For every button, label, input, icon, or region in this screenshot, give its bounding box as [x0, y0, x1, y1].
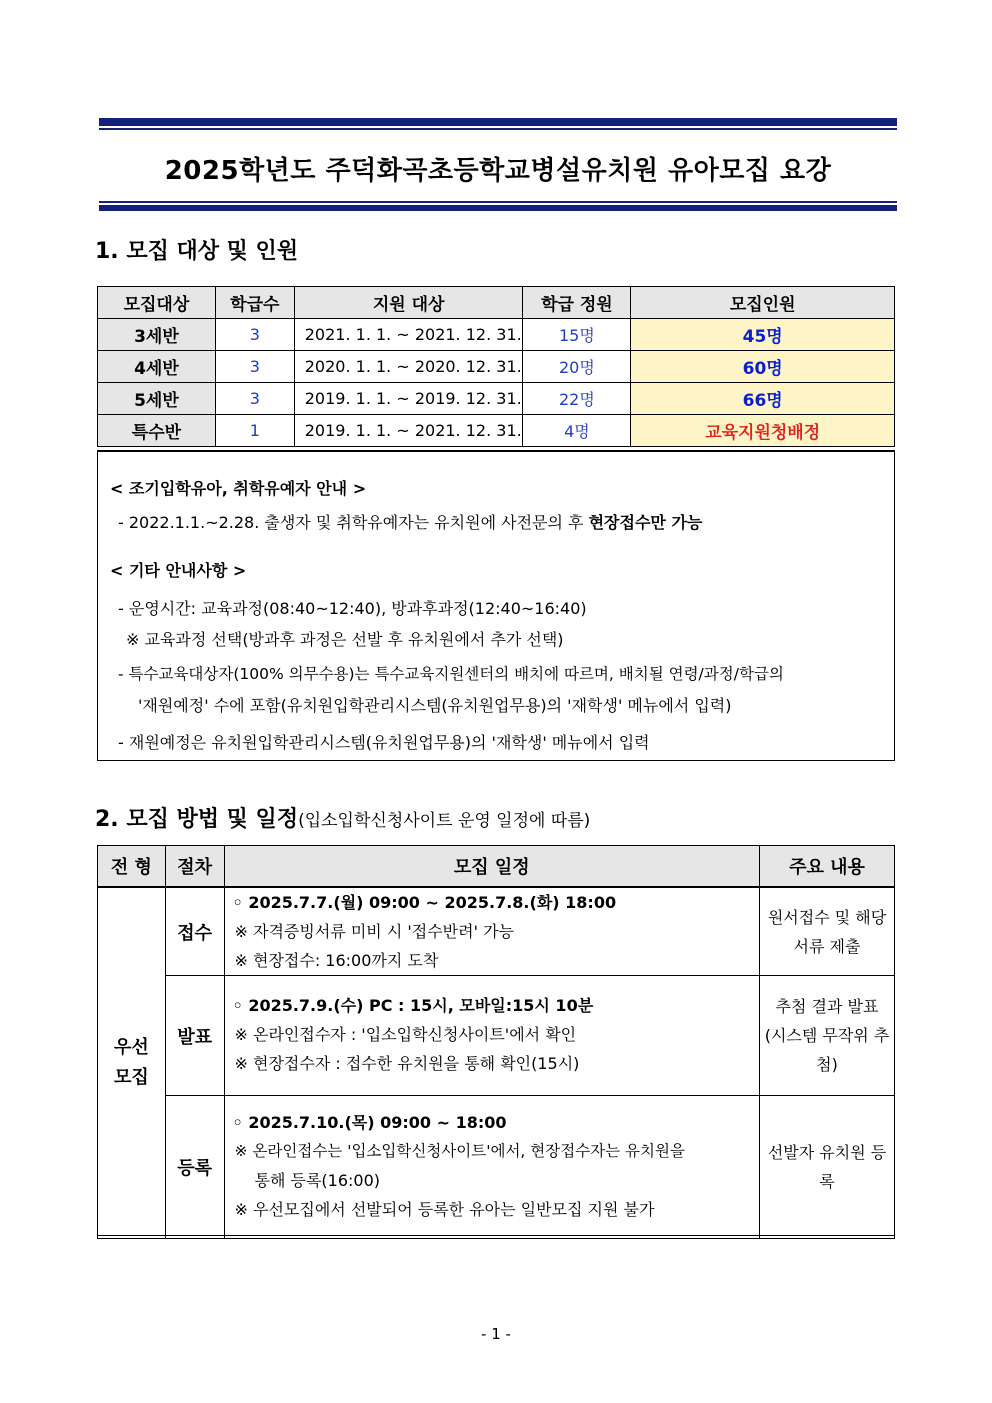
schedule-date: ◦ 2025.7.10.(목) 09:00 ~ 18:00 — [232, 1113, 507, 1132]
row-classes: 3 — [215, 319, 294, 351]
page-title: 2025학년도 주덕화곡초등학교병설유치원 유아모집 요강 — [164, 156, 832, 186]
title-rule-bottom-thin — [99, 201, 897, 203]
table-bottom-rule — [97, 1235, 895, 1236]
row-classes: 1 — [215, 415, 294, 447]
step-schedule — [224, 887, 760, 976]
title-rule-top — [99, 118, 897, 126]
recruitment-table — [97, 286, 895, 447]
step-main-text: 추첨 결과 발표 (시스템 무작위 추첨) — [764, 997, 890, 1074]
recruit-type — [98, 887, 166, 1239]
row-age: 4세반 — [98, 351, 216, 383]
early-admission-text: - 2022.1.1.~2.28. 출생자 및 취학유예자는 유치원에 사전문의 후 — [118, 513, 589, 532]
other-notice-heading: < 기타 안내사항 > — [110, 561, 247, 580]
row-range: 2020. 1. 1. ~ 2020. 12. 31. — [294, 351, 523, 383]
header-schedule: 모집 일정 — [224, 846, 760, 888]
row-classes: 3 — [215, 383, 294, 415]
section1-heading: 1. 모집 대상 및 인원 — [95, 239, 299, 264]
header-capacity: 학급 정원 — [523, 287, 631, 319]
schedule-note: ※ 우선모집에서 선발되어 등록한 유아는 일반모집 지원 불가 — [234, 1200, 655, 1219]
early-admission-emphasis: 현장접수만 가능 — [588, 513, 703, 532]
recruit-type-label: 우선 모집 — [114, 1037, 149, 1088]
step-main-text: 원서접수 및 해당 서류 제출 — [767, 907, 887, 956]
header-type: 전 형 — [98, 846, 166, 888]
row-range: 2021. 1. 1. ~ 2021. 12. 31. — [294, 319, 523, 351]
row-range: 2019. 1. 1. ~ 2021. 12. 31. — [294, 415, 523, 447]
section2-heading-sub: (입소입학신청사이트 운영 일정에 따름) — [298, 811, 591, 831]
title-rule-bottom — [99, 205, 897, 211]
row-total: 45명 — [631, 319, 895, 351]
header-step: 절차 — [165, 846, 224, 888]
row-capacity: 15명 — [523, 319, 631, 351]
row-age: 특수반 — [98, 415, 216, 447]
step-main — [760, 1096, 895, 1239]
table-header-row — [98, 287, 895, 319]
notice-line: ※ 교육과정 선택(방과후 과정은 선발 후 유치원에서 추가 선택) — [126, 630, 564, 649]
table-row — [98, 976, 895, 1096]
schedule-note: ※ 온라인접수자 : '입소입학신청사이트'에서 확인 — [234, 1025, 577, 1044]
section2-heading — [95, 802, 590, 833]
row-classes: 3 — [215, 351, 294, 383]
table-row — [98, 415, 895, 447]
step-schedule — [224, 976, 760, 1096]
schedule-note: ※ 현장접수: 16:00까지 도착 — [234, 951, 439, 970]
header-target: 모집대상 — [98, 287, 216, 319]
schedule-date: ◦ 2025.7.7.(월) 09:00 ~ 2025.7.8.(화) 18:00 — [232, 893, 617, 912]
table-row — [98, 887, 895, 976]
schedule-note: ※ 온라인접수는 '입소입학신청사이트'에서, 현장접수자는 유치원을 — [234, 1142, 685, 1160]
row-total: 60명 — [631, 351, 895, 383]
table-row — [98, 319, 895, 351]
row-capacity: 4명 — [523, 415, 631, 447]
row-total: 66명 — [631, 383, 895, 415]
schedule-date: ◦ 2025.7.9.(수) PC : 15시, 모바일:15시 10분 — [232, 996, 594, 1015]
schedule-note: 통해 등록(16:00) — [254, 1171, 381, 1190]
notice-line: - 특수교육대상자(100% 의무수용)는 특수교육지원센터의 배치에 따르며, 배치될 연령/과정/학급의 — [118, 665, 784, 683]
section2-heading-text: 2. 모집 방법 및 일정 — [95, 807, 299, 832]
early-admission-line — [118, 510, 702, 533]
row-capacity: 20명 — [523, 351, 631, 383]
step-name: 접수 — [165, 887, 224, 976]
notice-line: '재원예정' 수에 포함(유치원입학관리시스템(유치원업무용)의 '재학생' 메뉴에서 입력) — [138, 696, 732, 715]
header-total: 모집인원 — [631, 287, 895, 319]
step-main — [760, 887, 895, 976]
row-total: 교육지원청배정 — [631, 415, 895, 447]
header-main: 주요 내용 — [760, 846, 895, 888]
header-range: 지원 대상 — [294, 287, 523, 319]
step-main — [760, 976, 895, 1096]
page-number: - 1 - — [481, 1325, 511, 1343]
row-age: 5세반 — [98, 383, 216, 415]
notice-box — [97, 450, 895, 761]
step-name: 발표 — [165, 976, 224, 1096]
schedule-note: ※ 자격증빙서류 미비 시 '접수반려' 가능 — [234, 922, 514, 941]
row-capacity: 22명 — [523, 383, 631, 415]
notice-line: - 재원예정은 유치원입학관리시스템(유치원업무용)의 '재학생' 메뉴에서 입력 — [118, 733, 650, 752]
early-admission-heading: < 조기입학유아, 취학유예자 안내 > — [110, 479, 367, 498]
schedule-note: ※ 현장접수자 : 접수한 유치원을 통해 확인(15시) — [234, 1054, 580, 1073]
step-schedule — [224, 1096, 760, 1239]
table-row — [98, 1096, 895, 1239]
step-name: 등록 — [165, 1096, 224, 1239]
title-block — [99, 118, 897, 211]
table-row — [98, 383, 895, 415]
table-row — [98, 351, 895, 383]
schedule-table — [97, 845, 895, 1239]
row-age: 3세반 — [98, 319, 216, 351]
header-classes: 학급수 — [215, 287, 294, 319]
row-range: 2019. 1. 1. ~ 2019. 12. 31. — [294, 383, 523, 415]
notice-line: - 운영시간: 교육과정(08:40~12:40), 방과후과정(12:40~16:40) — [118, 599, 587, 618]
step-main-text: 선발자 유치원 등록 — [767, 1143, 887, 1191]
table-header-row — [98, 846, 895, 888]
